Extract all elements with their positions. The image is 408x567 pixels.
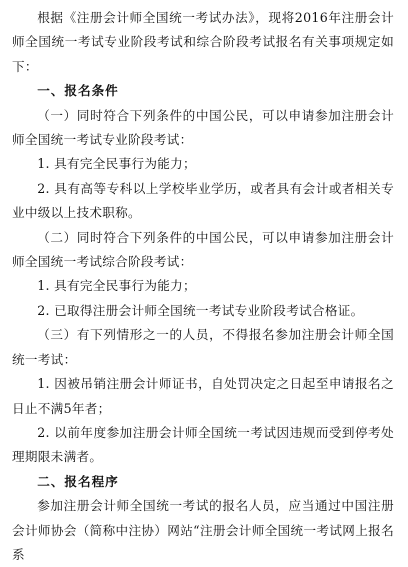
intro-paragraph: 根据《注册会计师全国统一考试办法》，现将2016年注册会计师全国统一考试专业阶段考试和综合阶段考试报名有关事项规定如下： bbox=[12, 10, 394, 74]
group-3-item-1: 1. 因被吊销注册会计师证书，自处罚决定之日起至申请报名之日止不满5年者； bbox=[12, 376, 394, 416]
section-heading-procedure: 二、报名程序 bbox=[37, 473, 119, 489]
group-2-heading: （二）同时符合下列条件的中国公民，可以申请参加注册会计师全国统一考试综合阶段考试： bbox=[12, 229, 394, 270]
group-2-item-2: 2. 已取得注册会计师全国统一考试专业阶段考试合格证。 bbox=[37, 302, 364, 318]
group-1-item-2: 2. 具有高等专科以上学校毕业学历，或者具有会计或者相关专业中级以上技术职称。 bbox=[12, 180, 394, 221]
group-3-item-2: 2. 以前年度参加注册会计师全国统一考试因违规而受到停考处理期限未满者。 bbox=[12, 424, 394, 465]
group-1-item-1: 1. 具有完全民事行为能力； bbox=[37, 156, 196, 172]
section-heading-eligibility: 一、报名条件 bbox=[37, 83, 119, 99]
group-2-item-1: 1. 具有完全民事行为能力； bbox=[37, 278, 196, 294]
procedure-paragraph: 参加注册会计师全国统一考试的报名人员，应当通过中国注册会计师协会（简称中注协）网站“注册会计师全国统一考试网上报名系 bbox=[12, 498, 394, 562]
group-1-heading: （一）同时符合下列条件的中国公民，可以申请参加注册会计师全国统一考试专业阶段考试： bbox=[12, 107, 394, 148]
group-3-heading: （三）有下列情形之一的人员，不得报名参加注册会计师全国统一考试： bbox=[12, 327, 394, 367]
